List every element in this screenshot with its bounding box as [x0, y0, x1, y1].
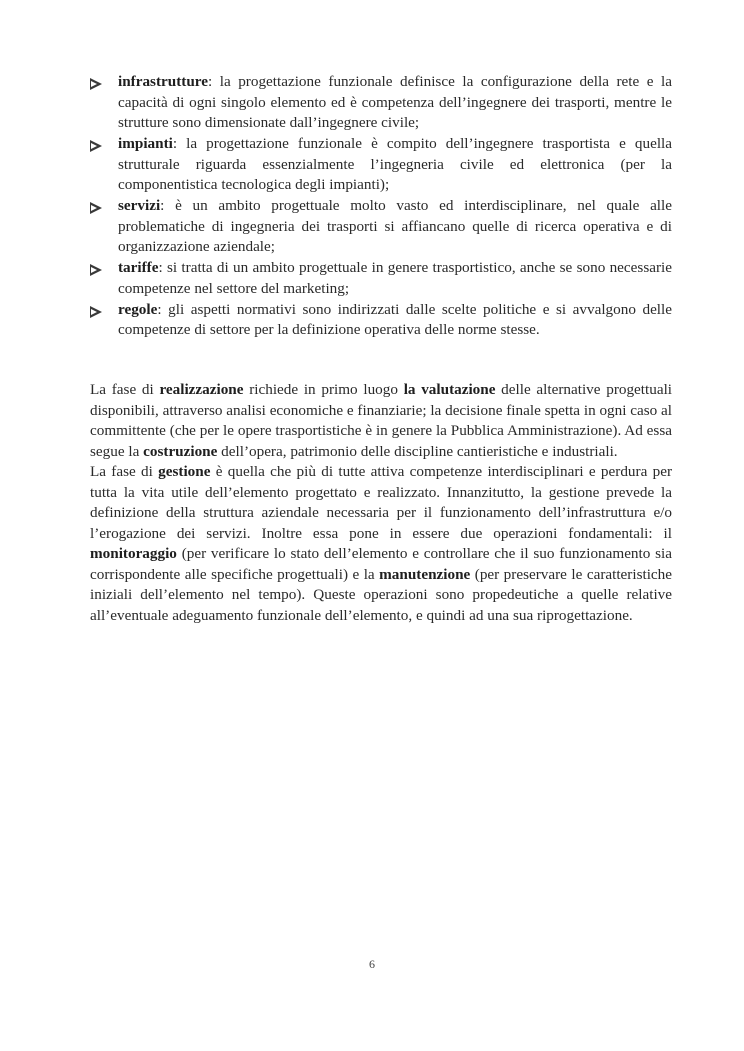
- bullet-term: regole: [118, 300, 158, 318]
- text-run: (per preservare le caratteristiche iniziali dell’elemento nel tempo). Queste operazioni sono propedeutiche a quelle relative all’eventuale adeguamento funzionale dell’elemento, e quindi ad una sua riprogettazione.: [90, 565, 673, 624]
- keyword: realizzazione: [159, 381, 244, 398]
- text-run: (per verificare lo stato dell’elemento e controllare che il suo funzionamento sia corrispondente alle specifiche progettuali) e la: [90, 545, 672, 583]
- body-text: [90, 380, 672, 626]
- arrow-bullet-icon: [90, 140, 102, 152]
- list-item: [90, 300, 672, 341]
- list-item: [90, 134, 672, 196]
- bullet-text: : è un ambito progettuale molto vasto ed interdisciplinare, nel quale alle problematiche di ingegneria dei trasporti si affiancano quelle di ricerca operativa e di organizzazione aziendale;: [118, 197, 672, 255]
- list-item: [90, 72, 672, 134]
- bullet-term: impianti: [118, 135, 173, 152]
- bullet-text: : si tratta di un ambito progettuale in genere trasportistico, anche se sono necessarie competenze nel settore del marketing;: [118, 259, 672, 297]
- bullet-text: : la progettazione funzionale è compito dell’ingegnere trasportista e quella strutturale riguarda essenzialmente l’ingegneria civile ed elettronica (per la componentistica tecnologica degli impianti);: [118, 135, 672, 193]
- text-run: è quella che più di tutte attiva competenze interdisciplinari e perdura per tutta la vita utile dell’elemento progettato e realizzato. Innanzitutto, la gestione prevede la definizione della struttura aziendale necessaria per il funzionamento dell’infrastruttura e/o l’erogazione dei servizi. Inoltre essa pone in essere due operazioni fondamentali: il: [90, 463, 672, 542]
- keyword: manutenzione: [379, 565, 471, 583]
- text-run: delle alternative progettuali disponibili, attraverso analisi economiche e finanziarie; la decisione finale spetta in ogni caso al committente (che per le opere trasportistiche è in genere la Pubblica Amministrazione). Ad essa segue la: [90, 381, 673, 460]
- text-run: richiede in primo luogo: [243, 381, 404, 398]
- bullet-text: : gli aspetti normativi sono indirizzati dalle scelte politiche e si avvalgono delle competenze di settore per la definizione operativa delle norme stesse.: [118, 300, 672, 338]
- bullet-text: : la progettazione funzionale definisce la configurazione della rete e la capacità di ogni singolo elemento ed è competenza dell’ingegnere dei trasporti, mentre le strutture sono dimensionate dall’ingegnere civile;: [118, 73, 672, 131]
- keyword: monitoraggio: [90, 545, 177, 562]
- arrow-bullet-icon: [90, 264, 102, 276]
- arrow-bullet-icon: [90, 78, 102, 90]
- bullet-list: [90, 72, 672, 341]
- bullet-term: tariffe: [118, 259, 159, 276]
- arrow-bullet-icon: [90, 306, 102, 318]
- paragraph-gestione: [90, 462, 672, 626]
- keyword: la valutazione: [403, 381, 496, 398]
- list-item: [90, 196, 672, 258]
- text-run: La fase di: [90, 463, 159, 480]
- list-item: [90, 258, 672, 299]
- text-run: La fase di: [90, 381, 160, 398]
- paragraph-realizzazione: [90, 380, 672, 462]
- bullet-term: servizi: [118, 197, 161, 214]
- page-number: 6: [369, 957, 375, 971]
- keyword: costruzione: [143, 442, 218, 460]
- arrow-bullet-icon: [90, 202, 102, 214]
- bullet-term: infrastrutture: [118, 73, 208, 90]
- keyword: gestione: [158, 463, 211, 480]
- text-run: dell’opera, patrimonio delle discipline cantieristiche e industriali.: [217, 442, 618, 460]
